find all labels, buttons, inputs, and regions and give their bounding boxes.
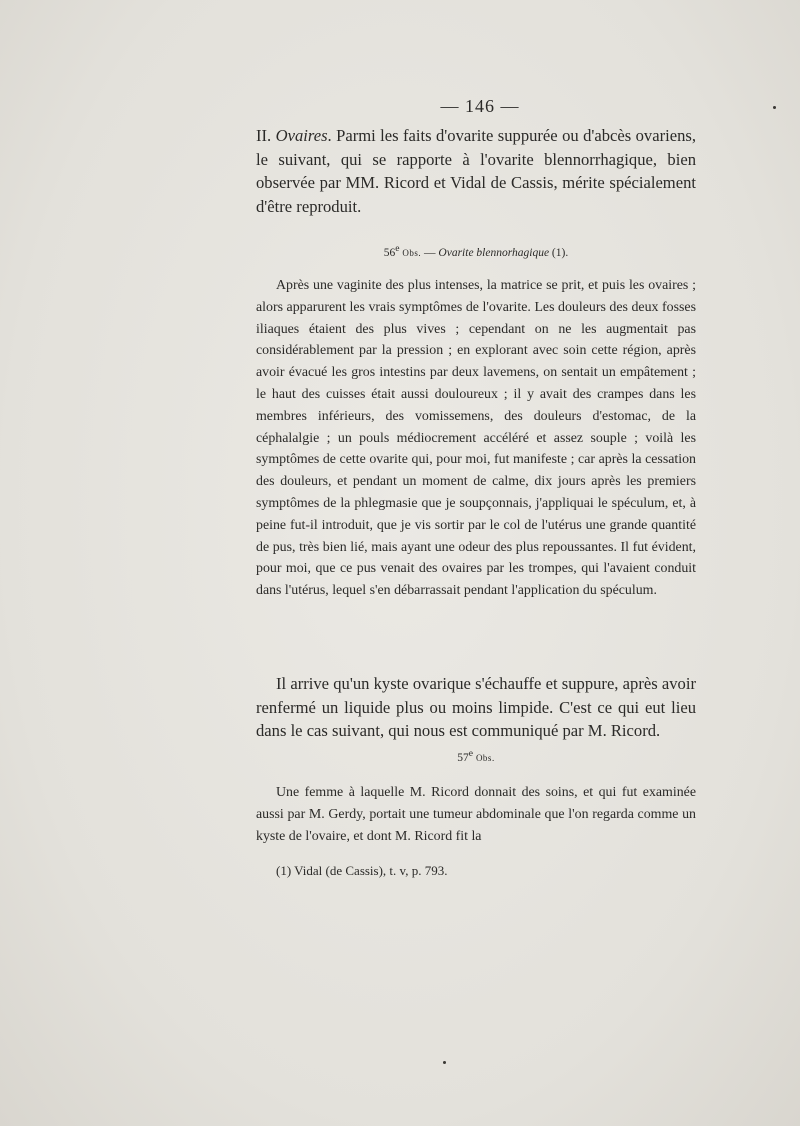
obs-56-title: Ovarite blennorhagique [438, 246, 550, 259]
observation-56-body [256, 275, 696, 602]
obs-57-abbr: Obs. [475, 752, 495, 763]
kyste-paragraph: Il arrive qu'un kyste ovarique s'échauffe et suppure, après avoir renfermé un liquide plus ou moins limpide. C'est ce qui eut lieu dans le cas suivant, qui nous est communiqué par M. Ricord. [256, 674, 696, 741]
obs-56-ref: (1). [549, 246, 569, 259]
observation-57-body [256, 782, 696, 847]
section-title: Ovaires [275, 126, 328, 145]
intro-paragraph [256, 124, 696, 218]
observation-57-heading [256, 748, 696, 764]
footnote: (1) Vidal (de Cassis), t. v, p. 793. [276, 863, 448, 878]
ink-speck [443, 1061, 446, 1064]
obs-56-sup: e [395, 243, 400, 254]
obs-57-sup: e [468, 748, 474, 759]
kyste-paragraph-block [256, 672, 696, 743]
intro-text: . Parmi les faits d'ovarite suppurée ou d'abcès ovariens, le suivant, qui se rapporte à l'ovarite blennorrhagique, bien observée par MM. Ricord et Vidal de Cassis, mérite spécialement d'être reproduit. [256, 126, 696, 216]
obs-56-number: 56 [383, 246, 396, 259]
page-number: — 146 — [440, 96, 520, 116]
section-number: II. [256, 126, 276, 145]
observation-56-text: Après une vaginite des plus intenses, la matrice se prit, et puis les ovaires ; alors apparurent les vrais symptômes de l'ovarite. Les douleurs des deux fosses iliaques étaient des plus vives ; cependant on ne les augmentait pas considérablement par la pression ; en explorant avec soin cette région, après avoir évacué les gros intestins par deux lavemens, on sentait un empâtement ; le haut des cuisses était aussi douloureux ; il y avait des crampes dans les membres inférieurs, des vomissemens, des douleurs d'estomac, de la céphalalgie ; un pouls médiocrement accéléré et assez souple ; voilà les symptômes de cette ovarite qui, pour moi, fut manifeste ; car après la cessation des douleurs, et pendant un moment de calme, dix jours après les premiers symptômes de la phlegmasie que je soupçonnais, j'appliquai le spéculum, et, à peine fut-il introduit, que je vis sortir par le col de l'utérus une grande quantité de pus, très bien lié, mais ayant une odeur des plus repoussantes. Il fut évident, pour moi, que ce pus venait des ovaires par les trompes, qui l'avaient conduit dans l'utérus, lequel s'en débarrassait pendant l'application du spéculum. [256, 278, 696, 599]
ink-speck [773, 106, 776, 109]
obs-57-number: 57 [457, 751, 469, 764]
observation-57-text: Une femme à laquelle M. Ricord donnait des soins, et qui fut examinée aussi par M. Gerdy, portait une tumeur abdominale que l'on regarda comme un kyste de l'ovaire, et dont M. Ricord fit la [256, 785, 696, 844]
intro-paragraph-block [256, 124, 696, 218]
obs-56-sep: — [421, 246, 439, 259]
obs-56-abbr: Obs. [402, 247, 422, 258]
observation-56-heading [256, 243, 696, 259]
footnote-block [256, 862, 696, 880]
